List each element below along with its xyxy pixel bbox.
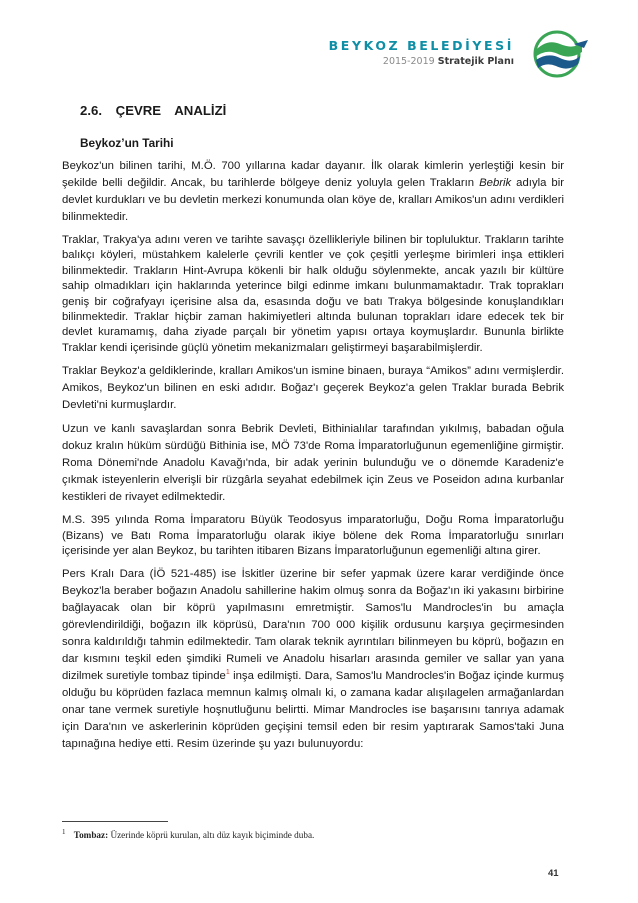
paragraph-3: Traklar Beykoz'a geldiklerinde, kralları Amikos'un ismine binaen, buraya “Amikos” adını vermişlerdir. Amikos, Beykoz'un bilinen en eski adıdır. Boğaz'ı geçerek Beykoz'a gelen Traklar burada Bebrik Devleti'ni kurmuşlardır.	[62, 365, 564, 412]
paragraph-4: Uzun ve kanlı savaşlardan sonra Bebrik Devleti, Bithinialılar tarafından yıkılmış, babadan oğula dokuz kralın hüküm sürdüğü Bithinia ise, MÖ 73'de Roma İmparatorluğunun egemenliğine girmiştir. Roma Dönemi'nde Anadolu Kavağı'nda, bir adak yerinin bulunduğu ve o dönemde Karadeniz'e çıkmak isteyenlerin elverişli bir rüzgârla seyahat edebilmek için Zeus ve Poseidon adına kurbanlar kestikleri de rivayet edilmektedir.	[62, 423, 564, 504]
paragraph-5: M.S. 395 yılında Roma İmparatoru Büyük Teodosyus imparatorluğu, Doğu Roma İmparatorluğu (Bizans) ve Batı Roma İmparatorluğu olarak ikiye bölene dek Roma İmparatorluğu sınırları içerisinde yer alan Beykoz, bu tarihten itibaren Bizans İmparatorluğunun egemenliği altına girer.	[62, 514, 564, 558]
paragraph-6-rest: inşa edilmişti. Dara, Samos'lu Mandrocles'in Boğaz içinde kurmuş olduğu bu köprüden fazlaca memnun kalmış olmalı ki, o zamana kadar alışılagelen armağanlardan onar tane vermek suretiyle hoşnutluğunu belirtti. Mimar Mandrocles ise başarısını tanrıya adamak için Dara'nın ve askerlerinin köprüden geçişini temsil eden bir resim yaptırarak Samos'taki Juna tapınağına hediye etti. Resim üzerinde şu yazı bulunuyordu:	[62, 670, 565, 751]
paragraph-1-text: Beykoz'un bilinen tarihi, M.Ö. 700 yıllarına kadar dayanır. İlk olarak kimlerin yerleştiği kesin bir şekilde belli değildir. Ancak, bu tarihlerde bölgeye deniz yoluyla gelen Trakların	[62, 160, 564, 189]
paragraph-6-text: Pers Kralı Dara (İÖ 521-485) ise İskitler üzerine bir sefer yapmak üzere karar verdiğinde önce Beykoz'la beraber boğazın Anadolu sahillerine hakim olmuş sonra da Boğaz'ın iki yakasını birbirine bağlayacak olan bir köprü yapılmasını emretmiştir. Samos'lu Mandrocles'in bu amaçla görevlendirildiği, boğazın ilk köprüsü, Dara'nın 700 000 kişilik ordusunu karşıya geçirmesinden sonra kaldırıldığı tahmin edilmektedir. Tam olarak teknik ayrıntıları bilinmeyen bu köprü, boğazın en dar kısmını teşkil eden şimdiki Rumeli ve Anadolu hisarları arasında gemiler ve sallar yan yana dizilmek suretiyle tombaz tipinde	[62, 568, 564, 683]
section-number: 2.6.	[80, 103, 102, 118]
footnote-text: Üzerinde köprü kurulan, altı düz kayık biçiminde duba.	[110, 830, 315, 841]
paragraph-1	[62, 158, 564, 226]
plan-years: 2015-2019	[382, 56, 435, 67]
page-content	[62, 102, 564, 760]
brand-title: BEYKOZ BELEDİYESİ	[328, 38, 514, 53]
subsection-heading: Beykoz’un Tarihi	[80, 136, 174, 150]
brand-subtitle	[329, 56, 514, 67]
page-header	[290, 30, 590, 78]
section-heading	[80, 102, 564, 119]
page-number: 41	[548, 868, 559, 879]
paragraph-1-rest: adıyla bir devlet kurdukları ve bu devletin merkezi konumunda olan köye de, kralları Amikos'un adını verdikleri bilinmektedir.	[62, 177, 564, 223]
plan-name: Stratejik Planı	[437, 56, 514, 67]
paragraph-2: Traklar, Trakya'ya adını veren ve tarihte savaşçı özellikleriyle bilinen bir topluluktur. Trakların tarihte balıkçı köyleri, müstahkem kalelerle çevrili kentler ve çok çeşitli yerleşme birimleri inşa ettikleri bilinmektedir. Trakların Hint-Avrupa kökenli bir halk olduğu söylenmekte, ancak yazılı bir kültüre sahip olmadıkları için haklarında yeterince bilgi edinme imkanı bulunmamaktadır. Trak toprakları geniş bir coğrafyayı içerisine alsa da, esasında doğu ve batı Trakya bölgesinde konuşlandıkları bilinmektedir. Traklar hiçbir zaman hakimiyetleri altında bulunan toprakları idare edecek tek bir devlet kuramamış, daha ziyade parçalı bir yönetim yapısı ortaya koymuşlardır. Bununla birlikte Traklar kendi içerisinde güçlü yönetim mekanizmaları geliştirmeyi başarabilmişlerdir.	[62, 234, 564, 354]
footnote-reference[interactable]: 1	[225, 669, 230, 677]
footnote-divider	[62, 821, 168, 822]
footnote	[62, 828, 562, 840]
brand-text	[329, 38, 514, 67]
paragraph-6	[62, 566, 564, 753]
beykoz-logo-icon	[524, 30, 590, 78]
paragraph-1-italic: Bebrik	[479, 177, 512, 189]
footnote-term: Tombaz:	[73, 830, 109, 841]
footnote-number: 1	[62, 828, 66, 836]
section-title: ÇEVRE ANALİZİ	[115, 103, 227, 118]
